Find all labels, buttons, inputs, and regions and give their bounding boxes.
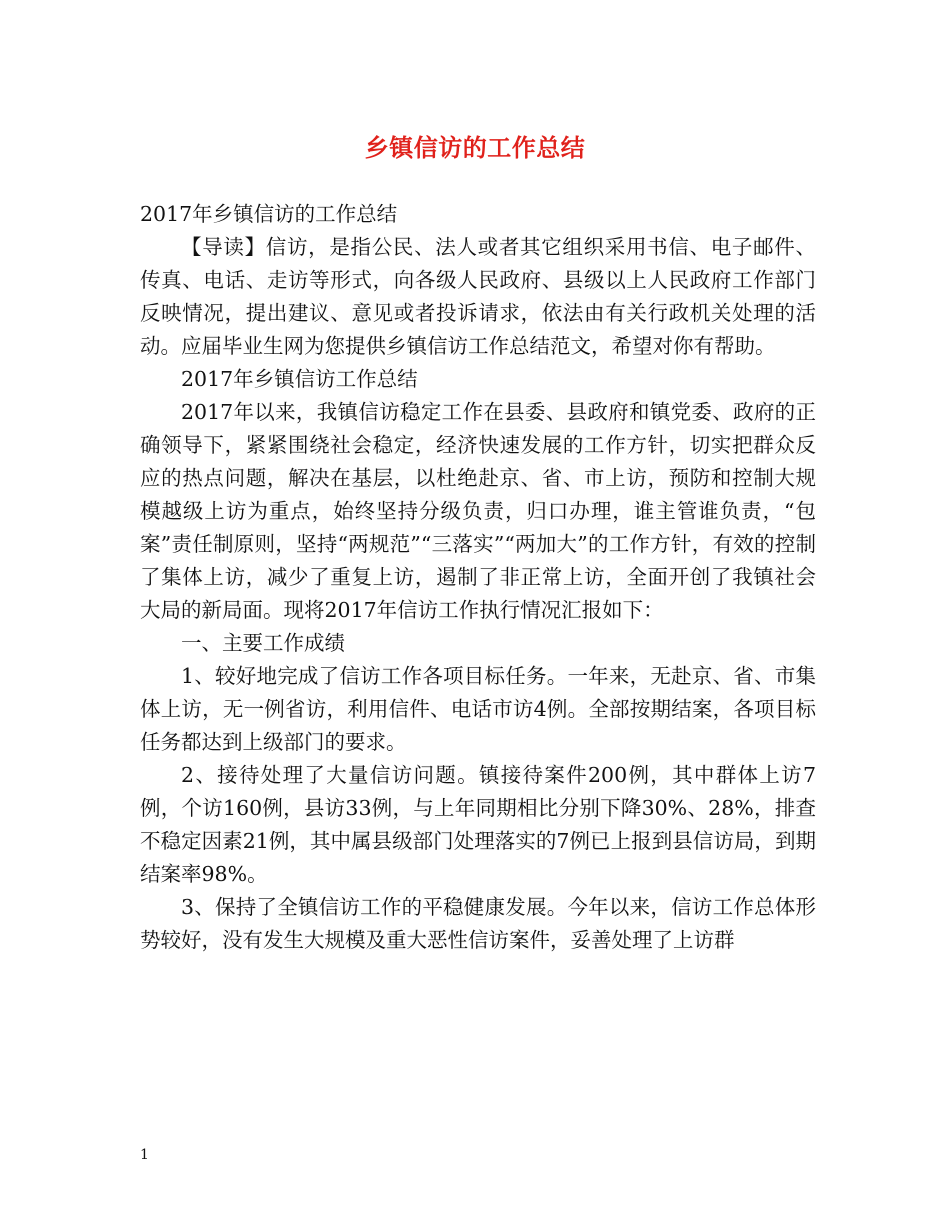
section-heading: 一、主要工作成绩 [181,631,345,655]
body-paragraph: 2017年以来，我镇信访稳定工作在县委、县政府和镇党委、政府的正确领导下，紧紧围绕社会稳定，经济快速发展的工作方针，切实把群众反应的热点问题，解决在基层，以杜绝赴京、省、市上访，预防和控制大规模越级上访为重点，始终坚持分级负责，归口办理，谁主管谁负责，“包案”责任制原则，坚持“两规范”“三落实”“两加大”的工作方针，有效的控制了集体上访，减少了重复上访，遏制了非正常上访，全面开创了我镇社会大局的新局面。现将2017年信访工作执行情况汇报如下： [140,400,816,622]
body-paragraph: 2017年乡镇信访工作总结 [181,367,418,391]
body-paragraph: 【导读】信访，是指公民、法人或者其它组织采用书信、电子邮件、传真、电话、走访等形式，向各级人民政府、县级以上人民政府工作部门反映情况，提出建议、意见或者投诉请求，依法由有关行政机关处理的活动。应届毕业生网为您提供乡镇信访工作总结范文，希望对你有帮助。 [140,235,816,358]
body-paragraph: 2、接待处理了大量信访问题。镇接待案件200例，其中群体上访7例，个访160例，县访33例，与上年同期相比分别下降30%、28%，排查不稳定因素21例，其中属县级部门处理落实的7例已上报到县信访局，到期结案率98%。 [140,763,816,886]
body-paragraph: 1、较好地完成了信访工作各项目标任务。一年来，无赴京、省、市集体上访，无一例省访，利用信件、电话市访4例。全部按期结案，各项目标任务都达到上级部门的要求。 [140,664,816,754]
document-title: 乡镇信访的工作总结 [364,133,586,162]
page-number: 1 [140,1147,149,1163]
document-body [140,198,816,957]
body-paragraph: 2017年乡镇信访的工作总结 [140,202,398,226]
body-paragraph: 3、保持了全镇信访工作的平稳健康发展。今年以来，信访工作总体形势较好，没有发生大规模及重大恶性信访案件，妥善处理了上访群 [140,895,816,952]
